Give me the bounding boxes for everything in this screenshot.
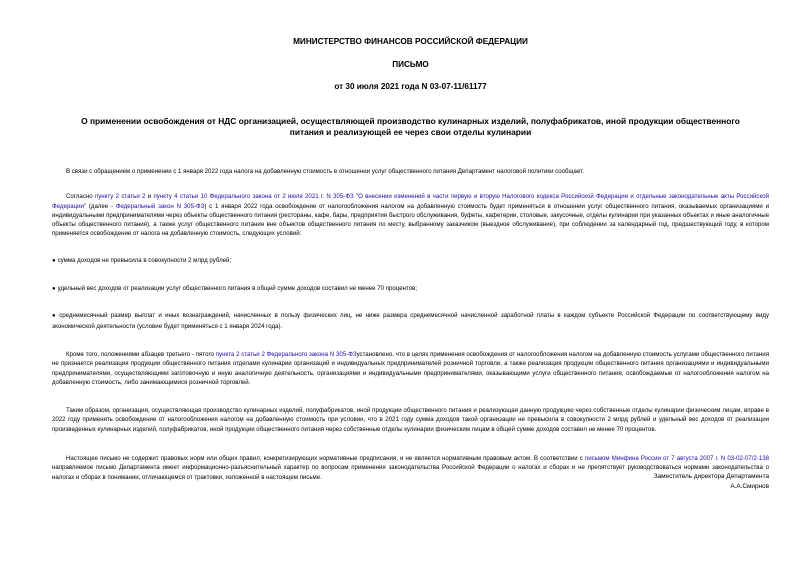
paragraph-intro: В связи с обращением о применении с 1 января 2022 года налога на добавленную стоимость в отношении услуг общественного питания Департамент налоговой политики сообщает. <box>66 168 584 175</box>
text-fragment: ) с 1 января 2022 года освобождение от налогообложения налогом на добавленную стоимость будет применяться в отношении услуг общественного питания, оказываемых организациями и индивидуальными предпринимателями через объекты общественного питания (рестораны, кафе, бары, предприятия быстрого обслуживания, буфеты, кафетерии, столовые, закусочные, отделы кулинарии при указанных объектах и иные аналогичные объекты общественного питания), а также услуг общественного питания вне объектов общественного питания по месту, выбранному заказчиком (выездное обслуживание), при соблюдении за календарный год, предшествующий году, в котором применяется освобождение от налога на добавленную стоимость, следующих условий: <box>52 202 770 238</box>
bullet-icon: ● <box>52 313 58 320</box>
ministry-title: МИНИСТЕРСТВО ФИНАНСОВ РОССИЙСКОЙ ФЕДЕРАЦИИ <box>293 37 528 46</box>
link-federal-law-305[interactable]: Федеральный закон N 305-ФЗ <box>115 202 205 210</box>
bullet-icon: ● <box>52 257 56 264</box>
list-item-text: сумма доходов не превысила в совокупности 2 млрд рублей; <box>57 256 232 264</box>
list-item-text: среднемесячный размер выплат и иных вознаграждений, начисленных в пользу физических лиц, не ниже размера среднемесячной начисленной заработной платы в каждом субъекте Российской Федерации по соответствующему виду экономической деятельности (условие будет применяться с 1 января 2024 года). <box>52 312 769 330</box>
list-item-condition-2 <box>52 284 769 294</box>
link-law-article-10[interactable]: пункту 4 статьи 10 Федерального закона от 2 июля 2021 г. N 305-ФЗ "О внесении изменений в части первую и вторую Налогового кодекса Российской Федерации и отдельные законодательные акты Российской Федерации" <box>52 193 769 210</box>
document-date-number: от 30 июля 2021 года N 03-07-11/61177 <box>334 82 487 91</box>
bullet-icon: ● <box>52 286 56 293</box>
text-fragment: Кроме того, положениями абзацев третьего - пятого <box>66 350 216 358</box>
document-type: ПИСЬМО <box>392 60 429 69</box>
paragraph-conclusion: Таким образом, организация, осуществляющая производство кулинарных изделий, полуфабрикатов, иной продукции общественного питания и реализующая данную продукцию через собственные отделы кулинарии физическим лицам, вправе в 2022 году применять освобождение от налогообложения налогом на добавленную стоимость при условии, что в 2021 году сумма доходов такой организации не превысила в совокупности 2 млрд рублей и удельный вес доходов от реализации произведенных кулинарных изделий, полуфабрикатов, иной продукции общественного питания через собственные отделы кулинарии физическим лицам в общей сумме доходов составил не менее 70 процентов. <box>52 407 769 433</box>
list-item-condition-1 <box>52 256 769 266</box>
document-subject: О применении освобождения от НДС организацией, осуществляющей производство кулинарных изделий, полуфабрикатов, иной продукции общественного питания и реализующей ее через свои отделы кулинарии <box>81 116 740 137</box>
link-law-article-2[interactable]: пункту 2 статьи 2 <box>94 193 146 201</box>
paragraph-legal-basis <box>52 192 769 238</box>
paragraph-exclusions <box>52 350 769 387</box>
signature-block <box>654 472 769 492</box>
signature-name: А.А.Смирнов <box>730 483 769 490</box>
list-item-condition-3 <box>52 311 769 331</box>
text-fragment: Согласно <box>66 193 95 201</box>
link-law-article-2-para[interactable]: пункта 2 статьи 2 Федерального закона N 305-ФЗ <box>215 350 357 358</box>
link-minfin-letter[interactable]: письмом Минфина России от 7 августа 2007 г. N 03-02-07/2-138 <box>584 455 769 463</box>
text-fragment: Настоящее письмо не содержит правовых норм или общих правил, конкретизирующих нормативные предписания, и не является нормативным правовым актом. В соответствии с <box>66 455 585 463</box>
text-fragment: и <box>145 193 154 201</box>
signature-position: Заместитель директора Департамента <box>653 473 769 480</box>
text-fragment: (далее - <box>86 202 116 210</box>
text-fragment: направляемое письмо Департамента имеет информационно-разъяснительный характер по вопросам применения законодательства Российской Федерации о налогах и сборах и не препятствует руководствоваться нормами законодательства о налогах и сборах в понимании, отличающемся от трактовки, изложенной в настоящем письме. <box>52 464 769 481</box>
text-fragment: установлено, что в целях применения освобождения от налогообложения налогом на добавленную стоимость услугами общественного питания не признается реализация продукции общественного питания отделами кулинарии организаций и индивидуальных предпринимателей розничной торговли, а также реализация продукции общественного питания организациями и индивидуальными предпринимателями, осуществляющими заготовочную и иную аналогичную деятельность, организациями и индивидуальными предпринимателями, оказывающими услуги общественного питания, освобождаемые от налогообложения налогом на добавленную стоимость, либо занимающимися розничной торговлей. <box>52 350 770 386</box>
list-item-text: удельный вес доходов от реализации услуг общественного питания в общей сумме доходов составил не менее 70 процентов; <box>57 285 418 293</box>
